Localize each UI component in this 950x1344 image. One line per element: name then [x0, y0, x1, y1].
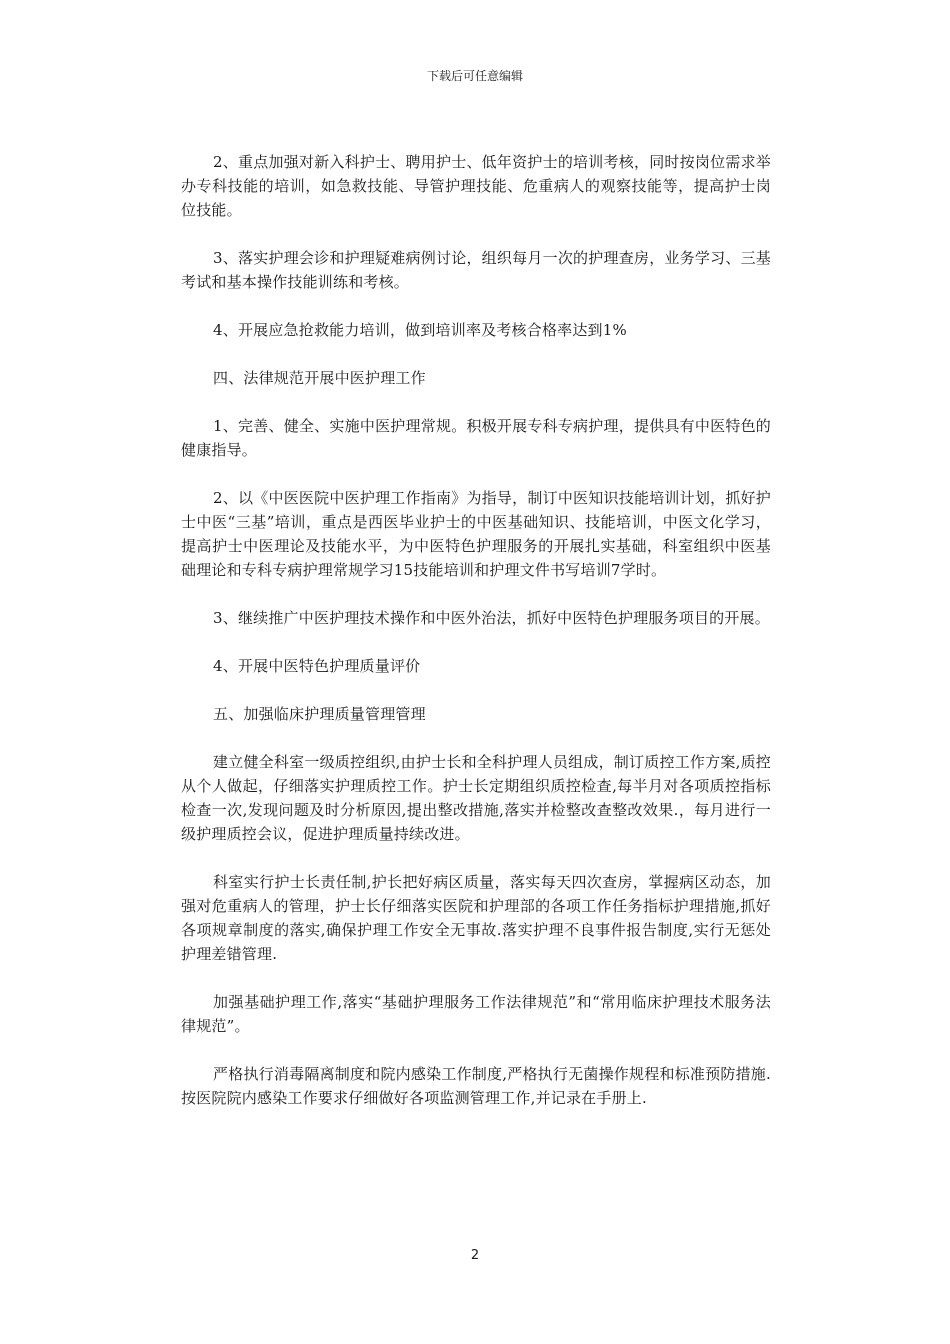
paragraph-tcm-routine: 1、完善、健全、实施中医护理常规。积极开展专科专病护理，提供具有中医特色的健康指导。: [181, 417, 771, 459]
page-header: 下载后可任意编辑: [426, 69, 523, 83]
paragraph-tcm-techniques: 3、继续推广中医护理技术操作和中医外治法，抓好中医特色护理服务项目的开展。: [213, 609, 770, 627]
section-heading-tcm-nursing: 四、法律规范开展中医护理工作: [213, 369, 426, 387]
page-number: 2: [470, 1248, 480, 1263]
paragraph-emergency-training: 4、开展应急抢救能力培训，做到培训率及考核合格率达到1%: [213, 321, 627, 339]
document-body: [181, 150, 771, 1134]
paragraph-head-nurse-responsibility: 科室实行护士长责任制,护长把好病区质量，落实每天四次查房，掌握病区动态，加强对危重病人的管理，护士长仔细落实医院和护理部的各项工作任务指标护理措施,抓好各项规章制度的落实,确保护理工作安全无事故.落实护理不良事件报告制度,实行无惩处护理差错管理.: [181, 873, 771, 963]
paragraph-tcm-guide-training: 2、以《中医医院中医护理工作指南》为指导，制订中医知识技能培训计划，抓好护士中医“三基”培训，重点是西医毕业护士的中医基础知识、技能培训，中医文化学习，提高护士中医理论及技能水平，为中医特色护理服务的开展扎实基础，科室组织中医基础理论和专科专病护理常规学习15技能培训和护理文件书写培训7学时。: [181, 489, 771, 579]
paragraph-basic-nursing: 加强基础护理工作,落实“基础护理服务工作法律规范”和“常用临床护理技术服务法律规范”。: [181, 993, 771, 1035]
section-heading-quality-management: 五、加强临床护理质量管理管理: [213, 705, 426, 723]
paragraph-training-new-nurses: 2、重点加强对新入科护士、聘用护士、低年资护士的培训考核，同时按岗位需求举办专科技能的培训，如急救技能、导管护理技能、危重病人的观察技能等，提高护士岗位技能。: [181, 153, 771, 219]
paragraph-quality-control-org: 建立健全科室一级质控组织,由护士长和全科护理人员组成，制订质控工作方案,质控从个人做起，仔细落实护理质控工作。护士长定期组织质控检查,每半月对各项质控指标检查一次,发现问题及时分析原因,提出整改措施,落实并检整改查整改效果.，每月进行一级护理质控会议，促进护理质量持续改进。: [181, 753, 771, 843]
paragraph-nursing-consultation: 3、落实护理会诊和护理疑难病例讨论，组织每月一次的护理查房，业务学习、三基考试和基本操作技能训练和考核。: [181, 249, 771, 291]
paragraph-tcm-quality-evaluation: 4、开展中医特色护理质量评价: [213, 657, 421, 675]
paragraph-infection-control: 严格执行消毒隔离制度和院内感染工作制度,严格执行无菌操作规程和标准预防措施.按医院院内感染工作要求仔细做好各项监测管理工作,并记录在手册上.: [181, 1065, 771, 1107]
